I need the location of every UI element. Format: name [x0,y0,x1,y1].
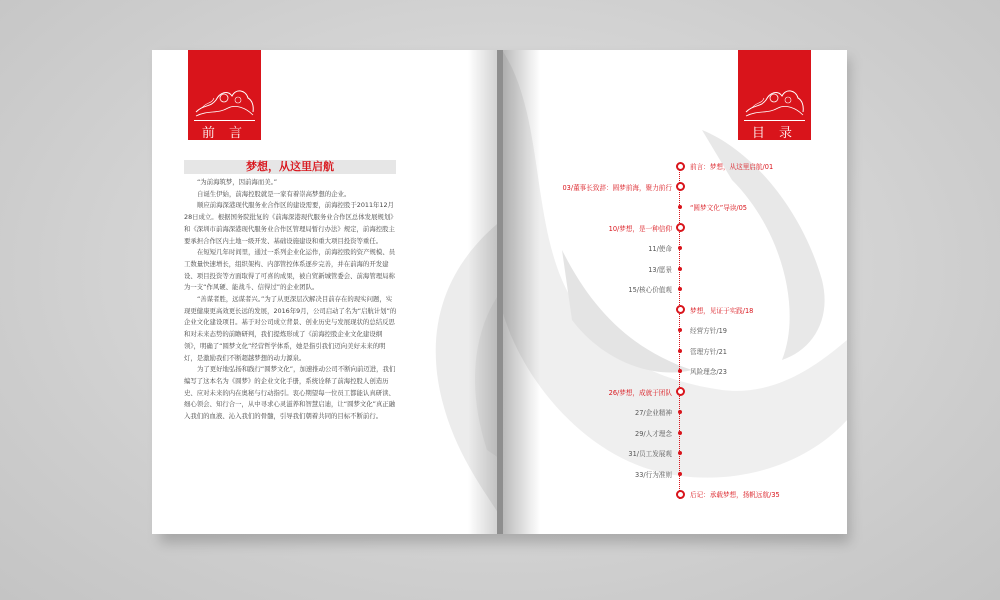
left-page [152,50,498,534]
toc-marker [678,410,682,414]
toc-marker [678,287,682,291]
page-title: 梦想，从这里启航 [246,160,334,173]
toc-entry[interactable]: 03/董事长致辞：圆梦前海，聚力前行 [562,183,672,192]
toc-marker [676,162,685,171]
toc-entry[interactable]: 26/梦想，成就于团队 [608,388,672,397]
paragraph: 顺应前海深港现代服务业合作区的建设需要，前海控股于2011年12月28日成立。根据国务院批复的《前海深港现代服务业合作区总体发展规划》和《深圳市前海深港现代服务业合作区管理局暂行办法》规定，前海控股主要承担合作区内土地一级开发、基础设施建设和重大项目投资等重任。 [184,201,397,245]
paragraph: 自诞生伊始，前海控股就是一家有着崇高梦想的企业。 [197,189,351,198]
toc-marker [678,472,682,476]
toc-entry[interactable]: 11/使命 [648,245,672,253]
toc-entry[interactable]: 13/愿景 [648,265,672,274]
toc-entry[interactable]: “圆梦文化”导读/05 [690,204,748,212]
page-gutter-shade [468,50,498,534]
wave-emblem-icon [194,78,255,118]
tab-label: 目 录 [751,126,798,141]
toc-entry[interactable]: 管理方针/21 [690,347,727,356]
toc-entry[interactable]: 27/企业精神 [635,409,672,417]
toc-entry[interactable]: 风险理念/23 [690,368,727,376]
toc-marker [678,349,682,353]
toc-marker [678,328,682,332]
paragraph: 在短短几年时间里，通过一系列企业化运作，前海控股的资产规模、员工数量快速增长，组织架构、内部管控体系逐步完善，并在前海的开发建设、项目投资等方面取得了可喜的成果，被自贸新城管委会、前海管理局称为一支“作风硬、能战斗、信得过”的企业团队。 [184,248,396,292]
toc-marker [678,246,682,250]
body-text [184,177,398,423]
toc-entry[interactable]: 33/行为准则 [635,470,672,479]
toc-timeline [679,166,680,499]
section-tab [738,50,811,140]
toc-entry[interactable]: 前言：梦想，从这里启航/01 [690,163,774,171]
toc-entry[interactable]: 31/员工发展观 [628,450,672,458]
toc-marker [678,205,682,209]
paragraph: “为前海筑梦，因前海而美。” [197,178,278,186]
tab-label: 前 言 [201,126,248,141]
wave-emblem-icon [744,78,805,118]
toc-marker [676,387,685,396]
toc-marker [678,451,682,455]
toc-marker [676,223,685,232]
toc-marker [676,182,685,191]
toc-marker [678,369,682,373]
paragraph: 为了更好地弘扬和践行“圆梦文化”，加速推动公司不断向前迈进，我们编写了这本名为《圆梦》的企业文化手册，系统诠释了前海控股人创造历史、应对未来的内在奥秘与行动指引。衷心期望每一位员工都能认真研读、细心领会、知行合一，从中寻求心灵滋养和智慧启迪，让“圆梦文化”真正融入我们的血液、沁入我们的骨髓，引导我们朝着共同的目标不断前行。 [184,365,396,421]
toc-entry[interactable]: 经营方针/19 [690,327,727,335]
toc-marker [678,267,682,271]
paragraph: “善谋者胜，远谋者兴。”为了从更深层次解决目前存在的现实问题，实现更健康更高效更长远的发展，2016年9月，公司启动了名为“启航计划”的企业文化建设项目。基于对公司成立背景、创业历史与发展现状的总结反思和对未来态势的前瞻研判，我们提炼形成了《前海控股企业文化建设纲领》，明确了“圆梦文化”经营哲学体系，她是指引我们迈向美好未来的明灯，是激励我们不断超越梦想的动力源泉。 [184,295,397,362]
toc-entry[interactable]: 后记：承载梦想，扬帆远航/35 [690,491,780,499]
toc-entry[interactable]: 梦想，见证于实践/18 [690,306,754,315]
toc-marker [676,305,685,314]
toc-entry[interactable]: 10/梦想，是一种信仰 [608,224,672,233]
toc-marker [676,490,685,499]
section-tab [188,50,261,140]
book-spine [497,50,503,534]
right-page [502,50,847,534]
tab-divider [194,120,255,121]
tab-divider [744,120,805,121]
toc-entry[interactable]: 29/人才理念 [635,429,672,438]
toc-entry[interactable]: 15/核心价值观 [628,286,672,294]
toc-marker [678,431,682,435]
